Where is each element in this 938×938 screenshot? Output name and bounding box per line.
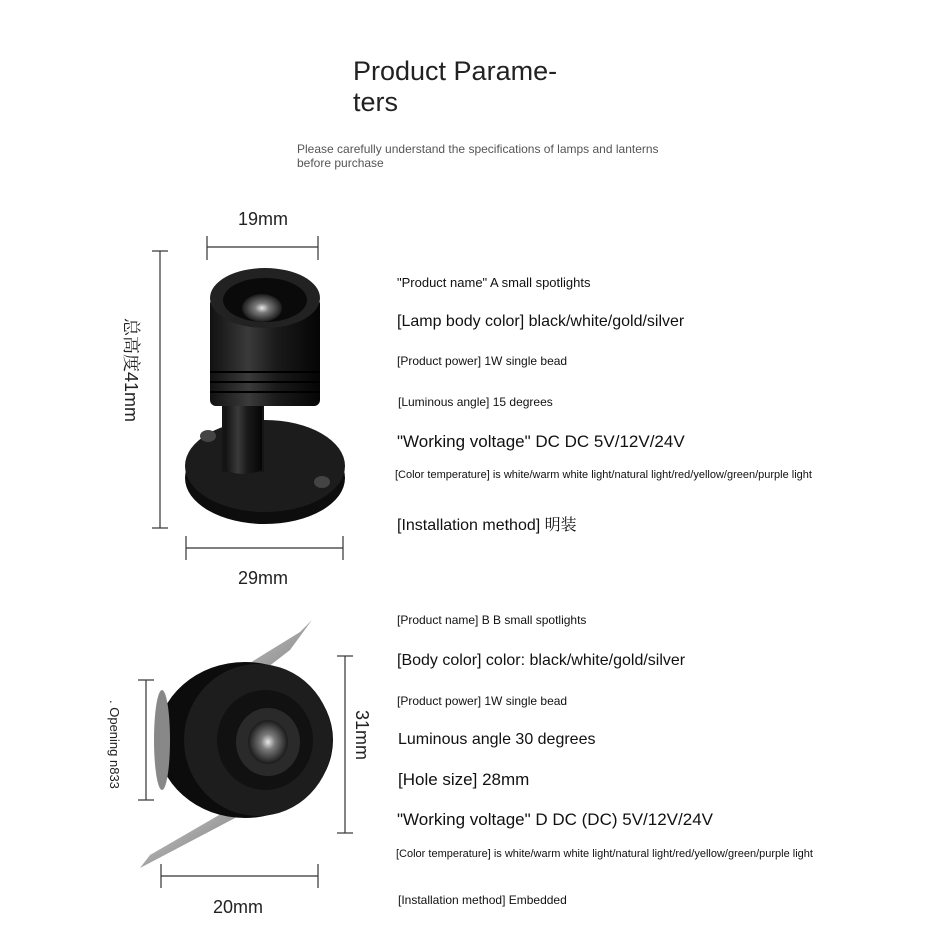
dim-a-left: 总高度41mm [121, 318, 141, 423]
spec-a-name: "Product name" A small spotlights [397, 275, 591, 290]
spec-b-angle: Luminous angle 30 degrees [398, 731, 596, 748]
dim-b-right: 31mm [352, 710, 372, 761]
spec-b-voltage: "Working voltage" D DC (DC) 5V/12V/24V [397, 810, 713, 829]
spec-a-voltage: "Working voltage" DC DC 5V/12V/24V [397, 432, 685, 451]
spotlight-a-image [185, 268, 345, 524]
dim-b-bottom: 20mm [213, 897, 264, 917]
spec-b-installation: [Installation method] Embedded [398, 893, 567, 907]
spec-a-angle: [Luminous angle] 15 degrees [398, 395, 553, 409]
spec-b-hole: [Hole size] 28mm [398, 770, 530, 789]
dim-a-top: 19mm [238, 209, 289, 229]
spec-a-power: [Product power] 1W single bead [397, 354, 568, 368]
spotlight-b-image [140, 620, 333, 868]
spec-b-power: [Product power] 1W single bead [397, 694, 568, 708]
page-title: Product Parame- ters [353, 56, 558, 117]
dim-b-left: . Opening n833 [107, 700, 122, 789]
dim-a-bottom: 29mm [238, 568, 289, 588]
spec-a-installation: [Installation method] 明装 [397, 517, 577, 534]
spec-b-color-temp: [Color temperature] is white/warm white light/natural light/red/yellow/green/purple light [396, 848, 813, 860]
page-subtitle: Please carefully understand the specifications of lamps and lanterns before purchase [297, 142, 659, 170]
spec-a-color-temp: [Color temperature] is white/warm white light/natural light/red/yellow/green/purple light [395, 469, 812, 481]
spec-a-color: [Lamp body color] black/white/gold/silver [397, 313, 685, 330]
spec-b-name: [Product name] B B small spotlights [397, 613, 587, 627]
spec-b-color: [Body color] color: black/white/gold/silver [397, 652, 686, 669]
